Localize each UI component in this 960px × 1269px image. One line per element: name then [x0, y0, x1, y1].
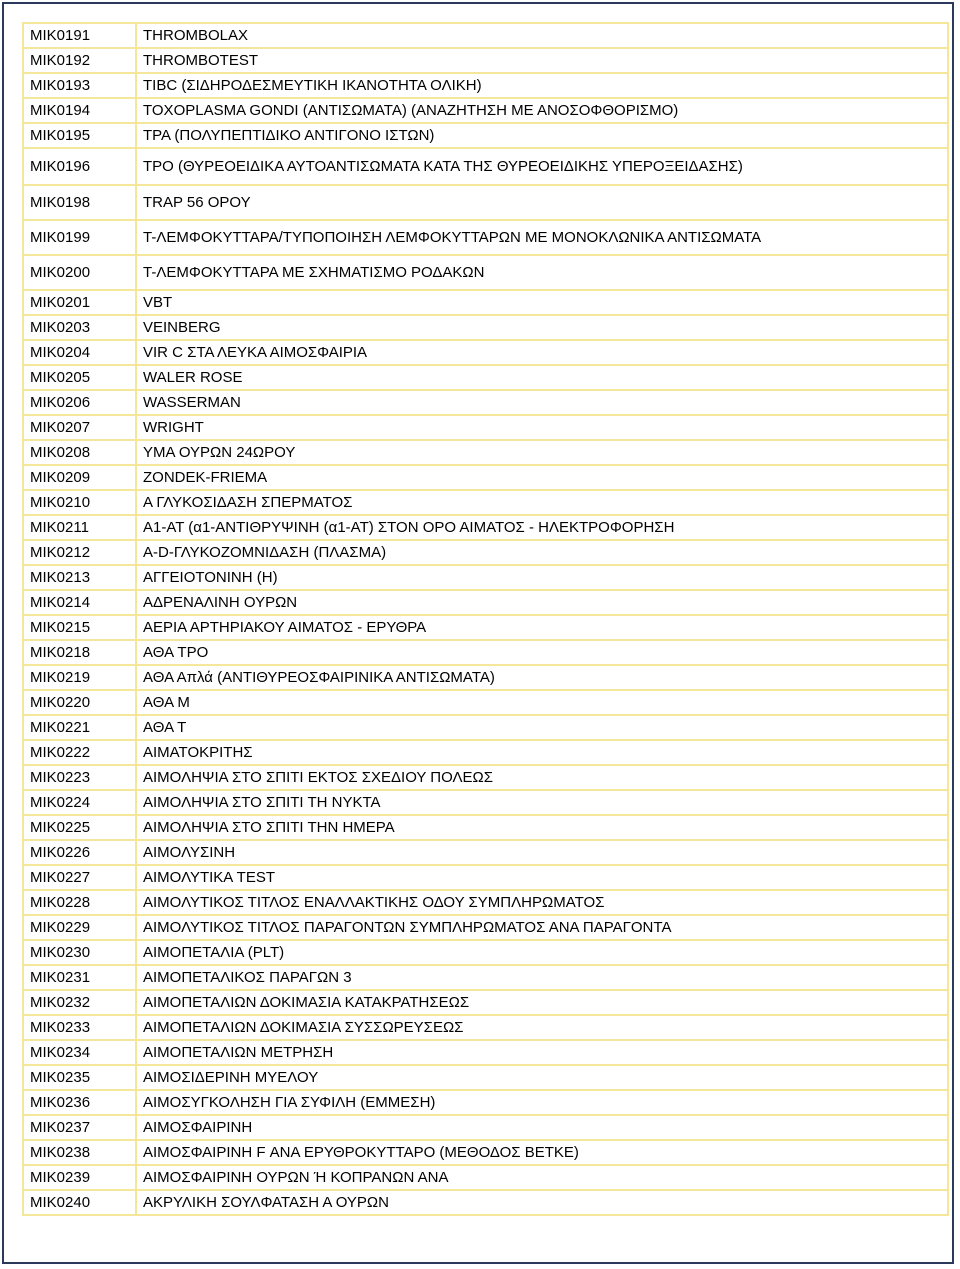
- exam-code-cell: MIK0220: [23, 690, 136, 715]
- exam-name-cell: ΑΙΜΟΠΕΤΑΛΙΩΝ ΜΕΤΡΗΣΗ: [136, 1040, 948, 1065]
- exam-code-cell: MIK0211: [23, 515, 136, 540]
- table-row: [23, 665, 948, 690]
- exam-name-cell: ΑΘΑ TPO: [136, 640, 948, 665]
- exam-code-cell: MIK0201: [23, 290, 136, 315]
- table-row: [23, 1115, 948, 1140]
- exam-name-cell: ΑΙΜΟΣΥΓΚΟΛΗΣΗ ΓΙΑ ΣΥΦΙΛΗ (ΕΜΜΕΣΗ): [136, 1090, 948, 1115]
- table-row: [23, 715, 948, 740]
- exam-name-cell: ΑΚΡΥΛΙΚΗ ΣΟΥΛΦΑΤΑΣΗ Α ΟΥΡΩΝ: [136, 1190, 948, 1215]
- table-row: [23, 1090, 948, 1115]
- table-row: [23, 315, 948, 340]
- exam-code-cell: MIK0222: [23, 740, 136, 765]
- table-row: [23, 940, 948, 965]
- exam-code-cell: MIK0221: [23, 715, 136, 740]
- table-row: [23, 915, 948, 940]
- table-row: [23, 540, 948, 565]
- exam-code-cell: MIK0206: [23, 390, 136, 415]
- exam-code-cell: MIK0205: [23, 365, 136, 390]
- table-row: [23, 1015, 948, 1040]
- exam-code-cell: MIK0225: [23, 815, 136, 840]
- exam-name-cell: ΑΙΜΟΛΗΨΙΑ ΣΤΟ ΣΠΙΤΙ ΤΗ ΝΥΚΤΑ: [136, 790, 948, 815]
- exam-name-cell: ΑΙΜΟΣΙΔΕΡΙΝΗ ΜΥΕΛΟΥ: [136, 1065, 948, 1090]
- exam-name-cell: ΑΙΜΟΛΥΣΙΝΗ: [136, 840, 948, 865]
- exam-code-cell: MIK0235: [23, 1065, 136, 1090]
- table-row: [23, 890, 948, 915]
- table-row: [23, 123, 948, 148]
- exam-name-cell: VEINBERG: [136, 315, 948, 340]
- exam-name-cell: ZONDEK-FRIEMA: [136, 465, 948, 490]
- exam-name-cell: ΑΙΜΟΛΗΨΙΑ ΣΤΟ ΣΠΙΤΙ ΤΗΝ ΗΜΕΡΑ: [136, 815, 948, 840]
- exam-name-cell: A-D-ΓΛΥΚΟΖΟΜΝΙΔΑΣΗ (ΠΛΑΣΜΑ): [136, 540, 948, 565]
- document-table-wrapper: [22, 22, 949, 1216]
- exam-code-cell: MIK0238: [23, 1140, 136, 1165]
- exam-name-cell: ΑΙΜΟΠΕΤΑΛΙΩΝ ΔΟΚΙΜΑΣΙΑ ΣΥΣΣΩΡΕΥΣΕΩΣ: [136, 1015, 948, 1040]
- exam-code-table: [22, 22, 949, 1216]
- exam-name-cell: TOXOPLASMA GONDI (ΑΝΤΙΣΩΜΑΤΑ) (ΑΝΑΖΗΤΗΣΗ ΜΕ ΑΝΟΣΟΦΘΟΡΙΣΜΟ): [136, 98, 948, 123]
- exam-name-cell: ΑΔΡΕΝΑΛΙΝΗ ΟΥΡΩΝ: [136, 590, 948, 615]
- table-row: [23, 98, 948, 123]
- exam-code-cell: MIK0210: [23, 490, 136, 515]
- exam-name-cell: TPO (ΘΥΡΕΟΕΙΔΙΚΑ ΑΥΤΟΑΝΤΙΣΩΜΑΤΑ ΚΑΤΑ ΤΗΣ ΘΥΡΕΟΕΙΔΙΚΗΣ ΥΠΕΡΟΞΕΙΔΑΣΗΣ): [136, 148, 948, 185]
- exam-code-cell: MIK0200: [23, 255, 136, 290]
- exam-code-cell: MIK0203: [23, 315, 136, 340]
- exam-name-cell: ΑΙΜΟΣΦΑΙΡΙΝΗ: [136, 1115, 948, 1140]
- exam-code-cell: MIK0228: [23, 890, 136, 915]
- table-row: [23, 255, 948, 290]
- exam-code-cell: MIK0215: [23, 615, 136, 640]
- exam-code-cell: MIK0209: [23, 465, 136, 490]
- exam-name-cell: ΑΓΓΕΙΟΤΟΝΙΝΗ (Η): [136, 565, 948, 590]
- table-body: [23, 23, 948, 1215]
- table-row: [23, 73, 948, 98]
- exam-code-cell: MIK0214: [23, 590, 136, 615]
- table-row: [23, 465, 948, 490]
- table-row: [23, 565, 948, 590]
- exam-code-cell: MIK0213: [23, 565, 136, 590]
- exam-name-cell: ΑΘΑ Μ: [136, 690, 948, 715]
- table-row: [23, 615, 948, 640]
- exam-name-cell: ΑΙΜΟΛΗΨΙΑ ΣΤΟ ΣΠΙΤΙ ΕΚΤΟΣ ΣΧΕΔΙΟΥ ΠΟΛΕΩΣ: [136, 765, 948, 790]
- exam-code-cell: MIK0198: [23, 185, 136, 220]
- table-row: [23, 220, 948, 255]
- exam-code-cell: MIK0231: [23, 965, 136, 990]
- table-row: [23, 1040, 948, 1065]
- table-row: [23, 515, 948, 540]
- exam-code-cell: MIK0234: [23, 1040, 136, 1065]
- table-row: [23, 1140, 948, 1165]
- exam-code-cell: MIK0239: [23, 1165, 136, 1190]
- table-row: [23, 690, 948, 715]
- exam-name-cell: WALER ROSE: [136, 365, 948, 390]
- exam-code-cell: MIK0226: [23, 840, 136, 865]
- exam-name-cell: Α ΓΛΥΚΟΣΙΔΑΣΗ ΣΠΕΡΜΑΤΟΣ: [136, 490, 948, 515]
- exam-name-cell: ΑΙΜΟΛΥΤΙΚΟΣ ΤΙΤΛΟΣ ΕΝΑΛΛΑΚΤΙΚΗΣ ΟΔΟΥ ΣΥΜΠΛΗΡΩΜΑΤΟΣ: [136, 890, 948, 915]
- table-row: [23, 865, 948, 890]
- table-row: [23, 23, 948, 48]
- exam-code-cell: MIK0232: [23, 990, 136, 1015]
- table-row: [23, 365, 948, 390]
- table-row: [23, 1165, 948, 1190]
- exam-name-cell: VBT: [136, 290, 948, 315]
- table-row: [23, 765, 948, 790]
- table-row: [23, 290, 948, 315]
- exam-code-cell: MIK0219: [23, 665, 136, 690]
- exam-code-cell: MIK0223: [23, 765, 136, 790]
- exam-code-cell: MIK0196: [23, 148, 136, 185]
- exam-code-cell: MIK0204: [23, 340, 136, 365]
- exam-code-cell: MIK0192: [23, 48, 136, 73]
- exam-code-cell: MIK0240: [23, 1190, 136, 1215]
- exam-name-cell: ΑΙΜΟΠΕΤΑΛΙΚΟΣ ΠΑΡΑΓΩΝ 3: [136, 965, 948, 990]
- table-row: [23, 790, 948, 815]
- exam-name-cell: ΑΘΑ Τ: [136, 715, 948, 740]
- exam-name-cell: THROMBOTEST: [136, 48, 948, 73]
- exam-name-cell: ΥΜΑ ΟΥΡΩΝ 24ΩΡΟΥ: [136, 440, 948, 465]
- table-row: [23, 1065, 948, 1090]
- exam-code-cell: MIK0236: [23, 1090, 136, 1115]
- exam-name-cell: VIR C ΣΤΑ ΛΕΥΚΑ ΑΙΜΟΣΦΑΙΡΙΑ: [136, 340, 948, 365]
- table-row: [23, 415, 948, 440]
- table-row: [23, 590, 948, 615]
- table-row: [23, 840, 948, 865]
- exam-name-cell: ΑΙΜΟΛΥΤΙΚΑ TEST: [136, 865, 948, 890]
- table-row: [23, 640, 948, 665]
- table-row: [23, 490, 948, 515]
- exam-code-cell: MIK0191: [23, 23, 136, 48]
- table-row: [23, 990, 948, 1015]
- exam-name-cell: ΑΙΜΟΛΥΤΙΚΟΣ ΤΙΤΛΟΣ ΠΑΡΑΓΟΝΤΩΝ ΣΥΜΠΛΗΡΩΜΑΤΟΣ ΑΝΑ ΠΑΡΑΓΟΝΤΑ: [136, 915, 948, 940]
- table-row: [23, 340, 948, 365]
- table-row: [23, 390, 948, 415]
- exam-name-cell: A1-AT (α1-ΑΝΤΙΘΡΥΨΙΝΗ (α1-AT) ΣΤΟΝ ΟΡΟ ΑΙΜΑΤΟΣ - ΗΛΕΚΤΡΟΦΟΡΗΣΗ: [136, 515, 948, 540]
- table-row: [23, 185, 948, 220]
- exam-code-cell: MIK0208: [23, 440, 136, 465]
- exam-name-cell: T-ΛΕΜΦΟΚΥΤΤΑΡΑ/ΤΥΠΟΠΟΙΗΣΗ ΛΕΜΦΟΚΥΤΤΑΡΩΝ ΜΕ ΜΟΝΟΚΛΩΝΙΚΑ ΑΝΤΙΣΩΜΑΤΑ: [136, 220, 948, 255]
- exam-code-cell: MIK0199: [23, 220, 136, 255]
- table-row: [23, 965, 948, 990]
- exam-code-cell: MIK0237: [23, 1115, 136, 1140]
- exam-code-cell: MIK0233: [23, 1015, 136, 1040]
- table-row: [23, 440, 948, 465]
- exam-name-cell: T-ΛΕΜΦΟΚΥΤΤΑΡΑ ΜΕ ΣΧΗΜΑΤΙΣΜΟ ΡΟΔΑΚΩΝ: [136, 255, 948, 290]
- exam-name-cell: ΑΙΜΟΣΦΑΙΡΙΝΗ ΟΥΡΩΝ Ή ΚΟΠΡΑΝΩΝ ΑΝΑ: [136, 1165, 948, 1190]
- exam-code-cell: MIK0218: [23, 640, 136, 665]
- exam-name-cell: ΑΕΡΙΑ ΑΡΤΗΡΙΑΚΟΥ ΑΙΜΑΤΟΣ - ΕΡΥΘΡΑ: [136, 615, 948, 640]
- exam-code-cell: MIK0212: [23, 540, 136, 565]
- exam-code-cell: MIK0224: [23, 790, 136, 815]
- table-row: [23, 815, 948, 840]
- exam-name-cell: THROMBOLAX: [136, 23, 948, 48]
- exam-name-cell: TIBC (ΣΙΔΗΡΟΔΕΣΜΕΥΤΙΚΗ ΙΚΑΝΟΤΗΤΑ ΟΛΙΚΗ): [136, 73, 948, 98]
- exam-name-cell: TPA (ΠΟΛΥΠΕΠΤΙΔΙΚΟ ΑΝΤΙΓΟΝΟ ΙΣΤΩΝ): [136, 123, 948, 148]
- table-row: [23, 1190, 948, 1215]
- exam-name-cell: ΑΙΜΟΠΕΤΑΛΙΑ (PLT): [136, 940, 948, 965]
- exam-name-cell: ΑΙΜΑΤΟΚΡΙΤΗΣ: [136, 740, 948, 765]
- exam-code-cell: MIK0207: [23, 415, 136, 440]
- exam-code-cell: MIK0195: [23, 123, 136, 148]
- exam-code-cell: MIK0227: [23, 865, 136, 890]
- exam-name-cell: ΑΘΑ Απλά (ΑΝΤΙΘΥΡΕΟΣΦΑΙΡΙΝΙΚΑ ΑΝΤΙΣΩΜΑΤΑ): [136, 665, 948, 690]
- exam-code-cell: MIK0193: [23, 73, 136, 98]
- exam-code-cell: MIK0229: [23, 915, 136, 940]
- exam-name-cell: ΑΙΜΟΠΕΤΑΛΙΩΝ ΔΟΚΙΜΑΣΙΑ ΚΑΤΑΚΡΑΤΗΣΕΩΣ: [136, 990, 948, 1015]
- exam-name-cell: WRIGHT: [136, 415, 948, 440]
- exam-name-cell: WASSERMAN: [136, 390, 948, 415]
- exam-code-cell: MIK0230: [23, 940, 136, 965]
- table-row: [23, 48, 948, 73]
- exam-name-cell: ΑΙΜΟΣΦΑΙΡΙΝΗ F ΑΝΑ ΕΡΥΘΡΟΚΥΤΤΑΡΟ (ΜΕΘΟΔΟΣ ΒΕΤΚΕ): [136, 1140, 948, 1165]
- exam-code-cell: MIK0194: [23, 98, 136, 123]
- table-row: [23, 148, 948, 185]
- exam-name-cell: TRAP 56 ΟΡΟΥ: [136, 185, 948, 220]
- table-row: [23, 740, 948, 765]
